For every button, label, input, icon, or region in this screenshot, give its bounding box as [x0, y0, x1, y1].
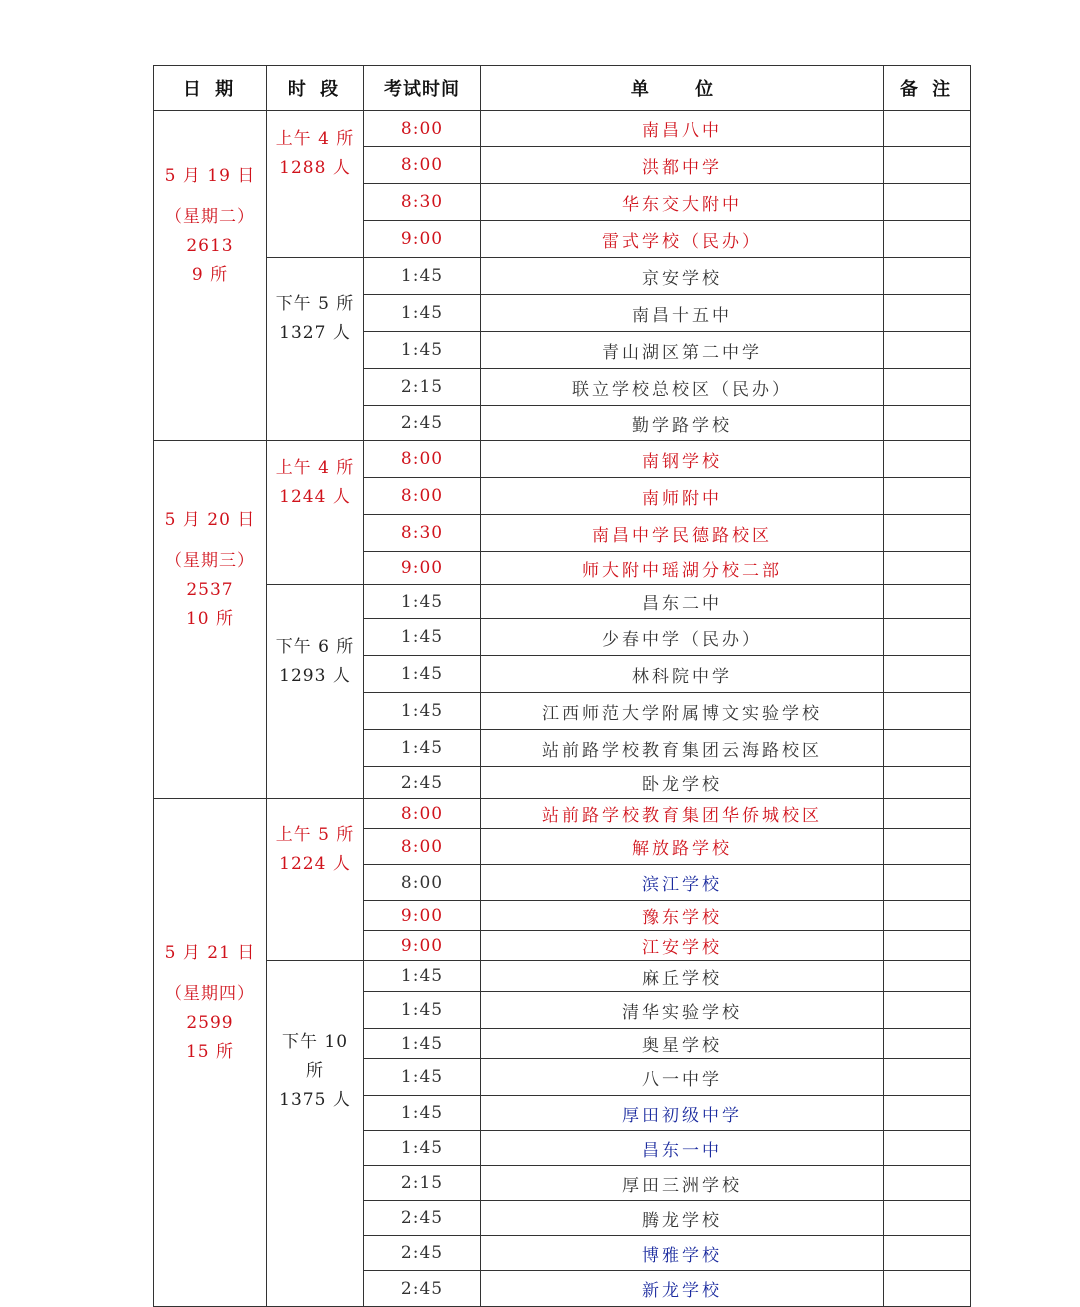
date-line	[154, 535, 266, 547]
remarks-cell	[884, 258, 971, 295]
period-cell	[267, 441, 364, 585]
date-cell	[154, 111, 267, 441]
unit-cell: 江安学校	[481, 931, 884, 961]
exam-time-cell: 2:45	[364, 406, 481, 441]
date-cell	[154, 799, 267, 1307]
period-line: 上午 4 所	[275, 129, 355, 149]
date-line: 10 所	[185, 608, 235, 629]
remarks-cell	[884, 693, 971, 730]
exam-time-cell: 1:45	[364, 693, 481, 730]
unit-cell: 腾龙学校	[481, 1201, 884, 1236]
period-line: 1327 人	[279, 323, 351, 343]
exam-time-cell: 1:45	[364, 295, 481, 332]
date-line: 2537	[186, 579, 234, 600]
period-line: 1293 人	[279, 665, 351, 686]
table-row	[154, 441, 971, 478]
period-line: 所	[306, 1061, 324, 1081]
date-line: （星期二）	[165, 206, 255, 227]
unit-cell: 厚田初级中学	[481, 1096, 884, 1131]
unit-cell: 雷式学校（民办）	[481, 221, 884, 258]
exam-time-cell: 1:45	[364, 961, 481, 992]
exam-time-cell: 2:45	[364, 1271, 481, 1307]
unit-cell: 青山湖区第二中学	[481, 332, 884, 369]
unit-cell: 师大附中瑶湖分校二部	[481, 552, 884, 585]
remarks-cell	[884, 111, 971, 147]
unit-cell: 江西师范大学附属博文实验学校	[481, 693, 884, 730]
exam-time-cell: 8:00	[364, 799, 481, 829]
period-line: 1375 人	[279, 1090, 351, 1110]
remarks-cell	[884, 1029, 971, 1059]
unit-cell: 卧龙学校	[481, 767, 884, 799]
exam-time-cell: 9:00	[364, 931, 481, 961]
exam-time-cell: 1:45	[364, 1096, 481, 1131]
date-line: （星期四）	[165, 983, 255, 1004]
remarks-cell	[884, 1271, 971, 1307]
unit-cell: 南昌中学民德路校区	[481, 515, 884, 552]
period-line: 下午 10	[281, 1032, 349, 1052]
date-line	[154, 191, 266, 203]
remarks-cell	[884, 1201, 971, 1236]
period-cell	[267, 961, 364, 1307]
exam-time-cell: 8:00	[364, 111, 481, 147]
date-line: 5 月 21 日	[164, 942, 256, 963]
header-exam-time: 考试时间	[364, 66, 481, 111]
exam-time-cell: 2:15	[364, 1166, 481, 1201]
date-line	[154, 968, 266, 980]
unit-cell: 滨江学校	[481, 865, 884, 901]
header-remarks: 备 注	[884, 66, 971, 111]
exam-time-cell: 1:45	[364, 1029, 481, 1059]
remarks-cell	[884, 799, 971, 829]
exam-time-cell: 9:00	[364, 221, 481, 258]
unit-cell: 新龙学校	[481, 1271, 884, 1307]
exam-time-cell: 8:00	[364, 478, 481, 515]
remarks-cell	[884, 478, 971, 515]
unit-cell: 麻丘学校	[481, 961, 884, 992]
table-row	[154, 585, 971, 619]
remarks-cell	[884, 931, 971, 961]
remarks-cell	[884, 767, 971, 799]
period-cell	[267, 111, 364, 258]
unit-cell: 豫东学校	[481, 901, 884, 931]
exam-time-cell: 1:45	[364, 1059, 481, 1096]
remarks-cell	[884, 865, 971, 901]
exam-time-cell: 1:45	[364, 258, 481, 295]
exam-time-cell: 8:00	[364, 441, 481, 478]
remarks-cell	[884, 1131, 971, 1166]
exam-time-cell: 1:45	[364, 730, 481, 767]
period-line: 上午 5 所	[275, 824, 355, 845]
period-line: 上午 4 所	[275, 457, 355, 478]
exam-time-cell: 8:00	[364, 829, 481, 865]
unit-cell: 华东交大附中	[481, 184, 884, 221]
exam-time-cell: 1:45	[364, 992, 481, 1029]
date-line: 2599	[186, 1012, 234, 1033]
header-period: 时 段	[267, 66, 364, 111]
remarks-cell	[884, 184, 971, 221]
exam-time-cell: 2:45	[364, 1201, 481, 1236]
unit-cell: 林科院中学	[481, 656, 884, 693]
unit-cell: 奥星学校	[481, 1029, 884, 1059]
exam-time-cell: 2:45	[364, 1236, 481, 1271]
unit-cell: 博雅学校	[481, 1236, 884, 1271]
exam-time-cell: 9:00	[364, 552, 481, 585]
remarks-cell	[884, 1236, 971, 1271]
unit-cell: 联立学校总校区（民办）	[481, 369, 884, 406]
remarks-cell	[884, 221, 971, 258]
period-line: 1288 人	[279, 158, 351, 178]
remarks-cell	[884, 295, 971, 332]
date-line: （星期三）	[165, 550, 255, 571]
table-row	[154, 799, 971, 829]
unit-cell: 少春中学（民办）	[481, 619, 884, 656]
exam-time-cell: 8:30	[364, 184, 481, 221]
exam-time-cell: 2:15	[364, 369, 481, 406]
unit-cell: 厚田三洲学校	[481, 1166, 884, 1201]
header-date: 日 期	[154, 66, 267, 111]
date-cell	[154, 441, 267, 799]
remarks-cell	[884, 961, 971, 992]
unit-cell: 昌东二中	[481, 585, 884, 619]
remarks-cell	[884, 1166, 971, 1201]
date-line: 9 所	[191, 264, 229, 285]
exam-time-cell: 1:45	[364, 1131, 481, 1166]
exam-time-cell: 2:45	[364, 767, 481, 799]
schedule-body	[154, 111, 971, 1307]
remarks-cell	[884, 369, 971, 406]
unit-cell: 京安学校	[481, 258, 884, 295]
period-cell	[267, 585, 364, 799]
exam-time-cell: 1:45	[364, 656, 481, 693]
date-line: 5 月 20 日	[164, 509, 256, 530]
unit-cell: 昌东一中	[481, 1131, 884, 1166]
exam-time-cell: 1:45	[364, 619, 481, 656]
remarks-cell	[884, 515, 971, 552]
unit-cell: 站前路学校教育集团华侨城校区	[481, 799, 884, 829]
remarks-cell	[884, 585, 971, 619]
remarks-cell	[884, 332, 971, 369]
period-cell	[267, 258, 364, 441]
date-line: 2613	[186, 235, 234, 256]
exam-time-cell: 8:30	[364, 515, 481, 552]
exam-time-cell: 1:45	[364, 332, 481, 369]
exam-time-cell: 8:00	[364, 865, 481, 901]
remarks-cell	[884, 441, 971, 478]
remarks-cell	[884, 1059, 971, 1096]
exam-time-cell: 1:45	[364, 585, 481, 619]
period-cell	[267, 799, 364, 961]
period-line: 1244 人	[279, 486, 351, 507]
remarks-cell	[884, 829, 971, 865]
unit-cell: 勤学路学校	[481, 406, 884, 441]
unit-cell: 南昌八中	[481, 111, 884, 147]
remarks-cell	[884, 147, 971, 184]
remarks-cell	[884, 730, 971, 767]
table-row	[154, 961, 971, 992]
unit-cell: 站前路学校教育集团云海路校区	[481, 730, 884, 767]
table-row	[154, 258, 971, 295]
date-line: 15 所	[185, 1041, 235, 1062]
unit-cell: 解放路学校	[481, 829, 884, 865]
remarks-cell	[884, 552, 971, 585]
unit-cell: 洪都中学	[481, 147, 884, 184]
unit-cell: 南师附中	[481, 478, 884, 515]
remarks-cell	[884, 992, 971, 1029]
remarks-cell	[884, 406, 971, 441]
exam-schedule-table	[153, 65, 971, 1307]
remarks-cell	[884, 619, 971, 656]
remarks-cell	[884, 901, 971, 931]
period-line: 下午 6 所	[275, 636, 355, 657]
header-row	[154, 66, 971, 111]
date-line: 5 月 19 日	[164, 165, 256, 186]
unit-cell: 清华实验学校	[481, 992, 884, 1029]
unit-cell: 南昌十五中	[481, 295, 884, 332]
exam-time-cell: 8:00	[364, 147, 481, 184]
remarks-cell	[884, 656, 971, 693]
unit-cell: 八一中学	[481, 1059, 884, 1096]
exam-time-cell: 9:00	[364, 901, 481, 931]
header-unit: 单 位	[481, 66, 884, 111]
remarks-cell	[884, 1096, 971, 1131]
unit-cell: 南钢学校	[481, 441, 884, 478]
period-line: 1224 人	[279, 853, 351, 874]
period-line: 下午 5 所	[275, 294, 355, 314]
table-row	[154, 111, 971, 147]
